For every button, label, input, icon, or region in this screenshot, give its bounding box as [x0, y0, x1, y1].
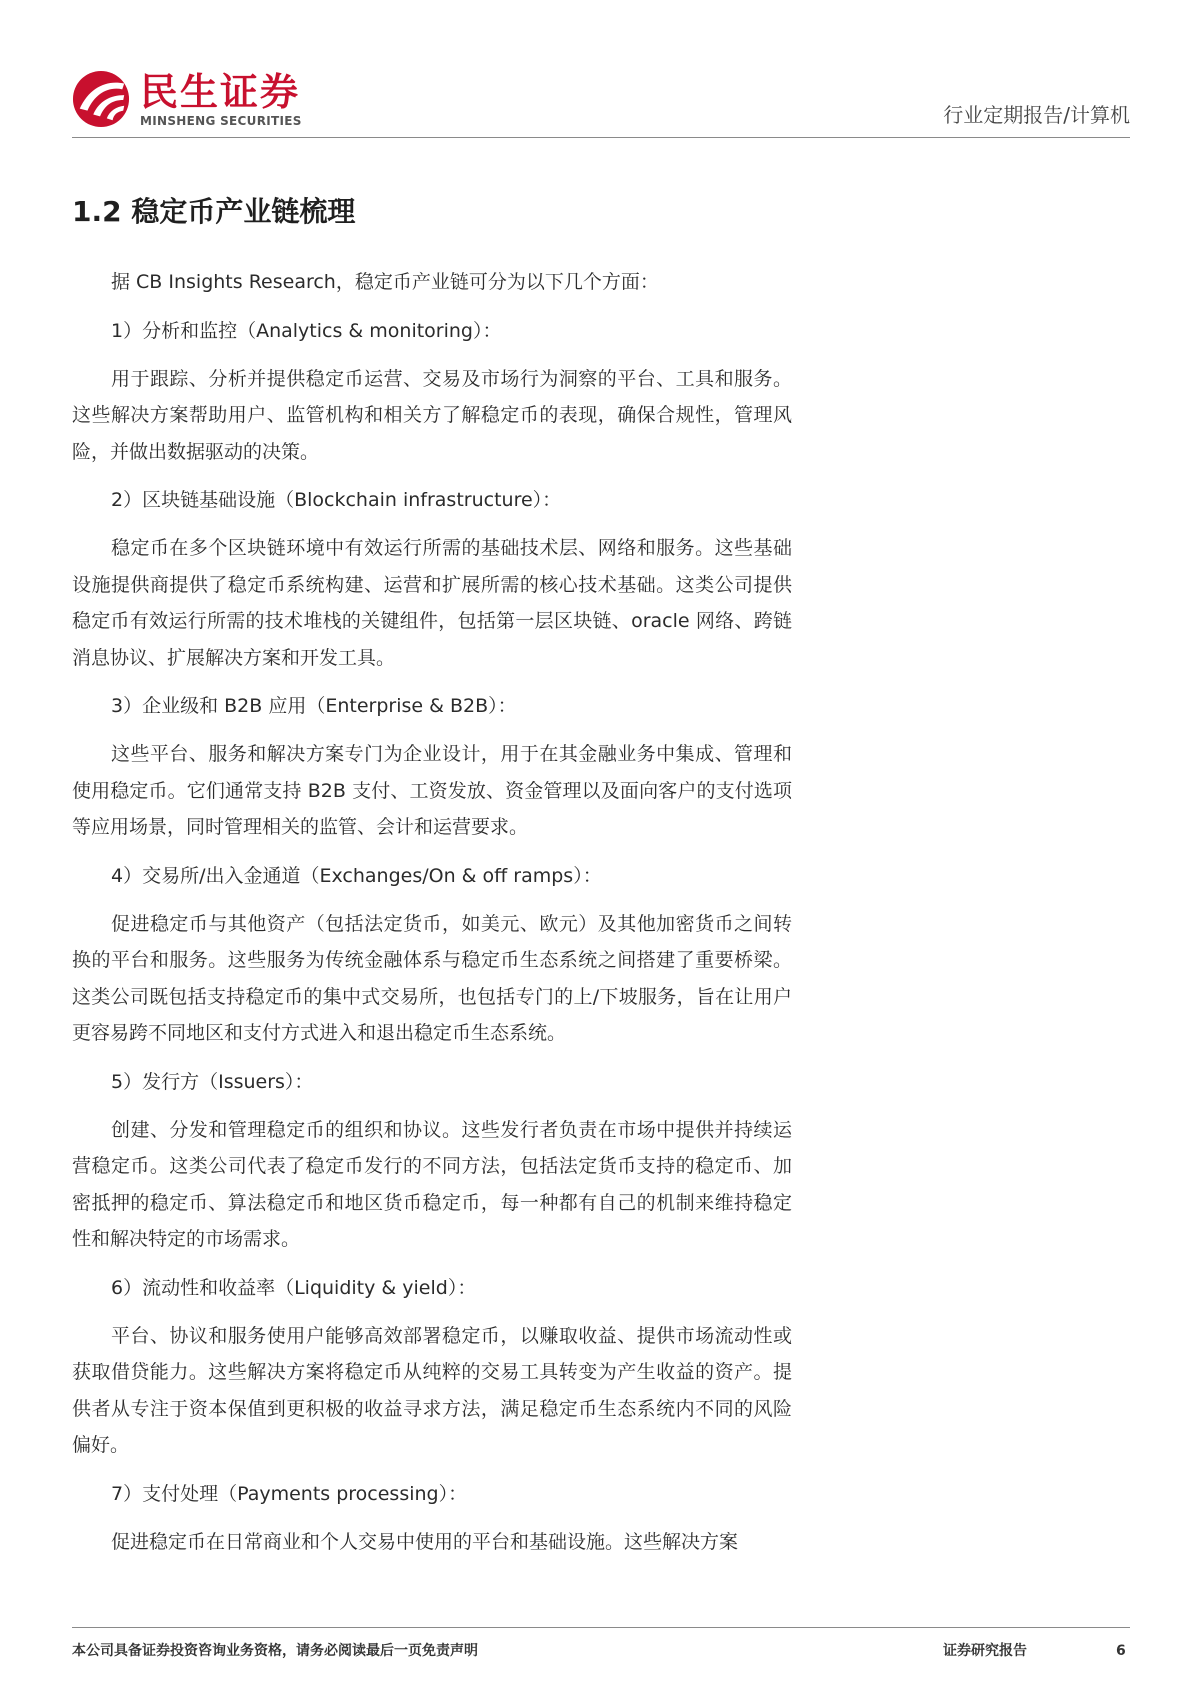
category-text-analytics: 用于跟踪、分析并提供稳定币运营、交易及市场行为洞察的平台、工具和服务。这些解决方案帮助用户、监管机构和相关方了解稳定币的表现，确保合规性，管理风险，并做出数据驱动的决策。 — [72, 367, 792, 463]
footer-label: 证券研究报告 — [943, 1643, 1027, 1659]
category-text-payments: 促进稳定币在日常商业和个人交易中使用的平台和基础设施。这些解决方案 — [111, 1530, 739, 1553]
category-heading-infrastructure: 2）区块链基础设施（Blockchain infrastructure）： — [111, 489, 562, 511]
report-body — [72, 264, 792, 1572]
header-divider — [72, 137, 1130, 138]
brand-name-en: MINSHENG SECURITIES — [140, 114, 302, 128]
footer-disclaimer: 本公司具备证券投资咨询业务资格，请务必阅读最后一页免责声明 — [72, 1643, 478, 1659]
category-heading-payments: 7）支付处理（Payments processing）： — [111, 1482, 468, 1505]
section-title: 1.2 稳定币产业链梳理 — [72, 195, 356, 228]
category-heading-analytics: 1）分析和监控（Analytics & monitoring）： — [111, 319, 502, 342]
category-heading-exchanges: 4）交易所/出入金通道（Exchanges/On & off ramps）： — [111, 864, 602, 887]
category-text-exchanges: 促进稳定币与其他资产（包括法定货币，如美元、欧元）及其他加密货币之间转换的平台和服务。这些服务为传统金融体系与稳定币生态系统之间搭建了重要桥梁。这类公司既包括支持稳定币的集中式交易所，也包括专门的上/下坡服务，旨在让用户更容易跨不同地区和支付方式进入和退出稳定币生态系统。 — [72, 912, 792, 1044]
page-number: 6 — [1116, 1643, 1126, 1659]
page-header — [72, 68, 1130, 140]
category-text-enterprise: 这些平台、服务和解决方案专门为企业设计，用于在其金融业务中集成、管理和使用稳定币。它们通常支持 B2B 支付、工资发放、资金管理以及面向客户的支付选项等应用场景，同时管理相关的监管、会计和运营要求。 — [72, 743, 792, 838]
category-heading-enterprise: 3）企业级和 B2B 应用（Enterprise & B2B）： — [111, 695, 517, 717]
minsheng-logo-icon — [72, 70, 130, 128]
category-text-liquidity: 平台、协议和服务使用户能够高效部署稳定币，以赚取收益、提供市场流动性或获取借贷能力。这些解决方案将稳定币从纯粹的交易工具转变为产生收益的资产。提供者从专注于资本保值到更积极的收益寻求方法，满足稳定币生态系统内不同的风险偏好。 — [72, 1324, 792, 1456]
footer-divider — [72, 1627, 1130, 1628]
brand-name-cn: 民生证券 — [140, 70, 301, 114]
category-heading-liquidity: 6）流动性和收益率（Liquidity & yield）： — [111, 1276, 477, 1299]
intro-paragraph: 据 CB Insights Research，稳定币产业链可分为以下几个方面： — [111, 271, 659, 293]
report-type: 行业定期报告/计算机 — [943, 103, 1130, 127]
company-logo — [72, 68, 372, 134]
category-heading-issuers: 5）发行方（Issuers）： — [111, 1070, 314, 1093]
category-text-issuers: 创建、分发和管理稳定币的组织和协议。这些发行者负责在市场中提供并持续运营稳定币。这类公司代表了稳定币发行的不同方法，包括法定货币支持的稳定币、加密抵押的稳定币、算法稳定币和地区货币稳定币，每一种都有自己的机制来维持稳定性和解决特定的市场需求。 — [72, 1118, 792, 1250]
category-text-infrastructure: 稳定币在多个区块链环境中有效运行所需的基础技术层、网络和服务。这些基础设施提供商提供了稳定币系统构建、运营和扩展所需的核心技术基础。这类公司提供稳定币有效运行所需的技术堆栈的关键组件，包括第一层区块链、oracle 网络、跨链消息协议、扩展解决方案和开发工具。 — [72, 537, 792, 669]
